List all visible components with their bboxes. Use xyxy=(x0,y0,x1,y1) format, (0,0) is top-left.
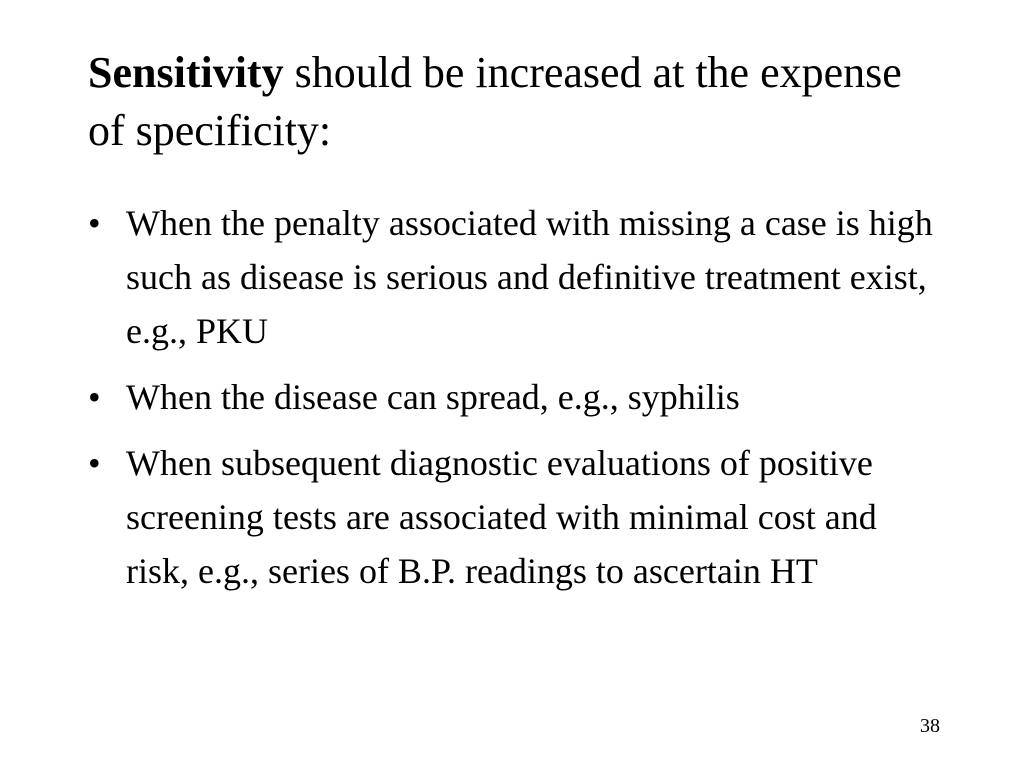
bullet-item xyxy=(88,436,948,598)
bullet-item xyxy=(88,196,948,358)
slide-title xyxy=(88,44,948,160)
bullet-list xyxy=(88,196,948,610)
bullet-text: When the penalty associated with missing a case is high such as disease is serious and definitive treatment exist, e.g., PKU xyxy=(126,203,933,351)
page-number: 38 xyxy=(920,715,940,737)
slide-title-rest: should be increased at the expense of specificity: xyxy=(88,48,902,155)
bullet-icon: • xyxy=(88,203,101,243)
bullet-text: When the disease can spread, e.g., syphilis xyxy=(126,377,740,417)
bullet-icon: • xyxy=(88,443,101,483)
bullet-text: When subsequent diagnostic evaluations of positive screening tests are associated with minimal cost and risk, e.g., series of B.P. readings to ascertain HT xyxy=(126,443,877,591)
bullet-icon: • xyxy=(88,377,101,417)
bullet-item xyxy=(88,370,948,424)
slide-title-bold: Sensitivity xyxy=(88,48,284,97)
